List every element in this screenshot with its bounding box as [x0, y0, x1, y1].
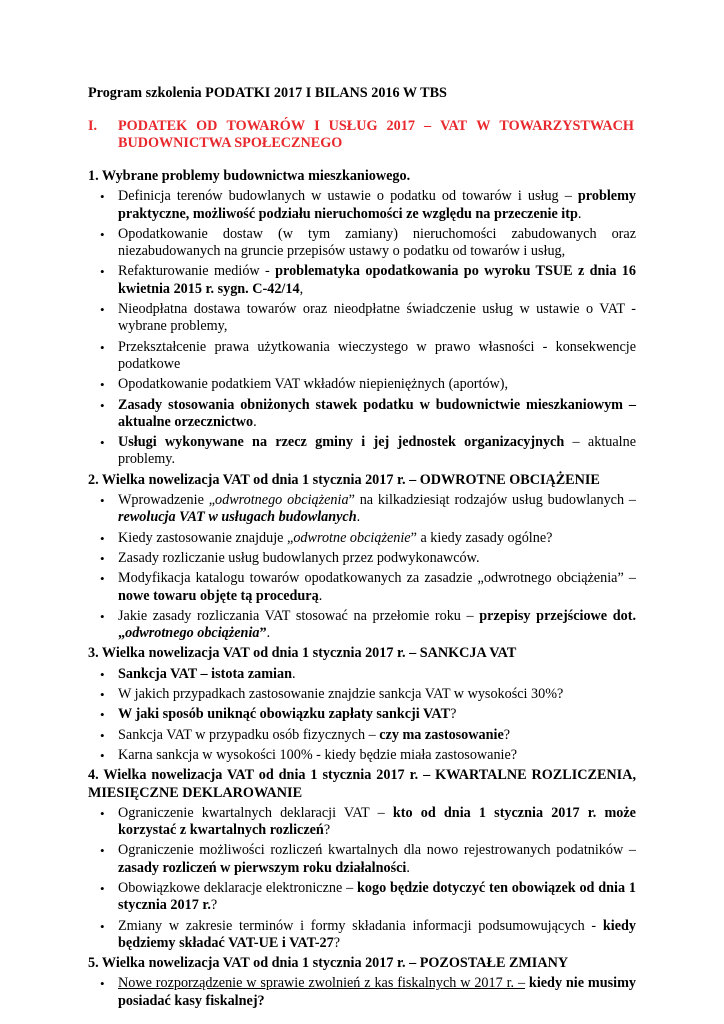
section-word: USŁUG: [328, 118, 378, 134]
bullet-icon: •: [100, 666, 105, 682]
bullet-icon: •: [100, 339, 105, 355]
list-item: • Przekształcenie prawa użytkowania wieczystego w prawo własności - konsekwencje podatkowe: [100, 338, 636, 372]
list-1: [88, 188, 636, 468]
bullet-icon: •: [100, 571, 105, 587]
bullet-icon: •: [100, 707, 105, 723]
section-word: –: [423, 118, 432, 134]
list-item: • Opodatkowanie podatkiem VAT wkładów niepieniężnych (aportów),: [100, 376, 509, 393]
list-item: • Ograniczenie kwartalnych deklaracji VAT – kto od dnia 1 stycznia 2017 r. może korzystać z kwartalnych rozliczeń?: [100, 804, 636, 839]
bullet-icon: •: [100, 880, 105, 896]
list-item: • Sankcja VAT w przypadku osób fizycznych – czy ma zastosowanie?: [100, 726, 511, 743]
list-item: • Zmiany w zakresie terminów i formy składania informacji podsumowujących - kiedy będziemy składać VAT-UE i VAT-27?: [100, 917, 636, 951]
bullet-icon: •: [100, 189, 105, 205]
bullet-icon: •: [100, 264, 105, 280]
list-item: • Refakturowanie mediów - problematyka opodatkowania po wyroku TSUE z dnia 16 kwietnia 2015 r. sygn. C-42/14,: [100, 263, 636, 297]
section-number: I.: [88, 118, 98, 134]
bullet-icon: •: [100, 530, 105, 546]
section-line-2: BUDOWNICTWA SPOŁECZNEGO: [118, 135, 343, 152]
section-word: TOWARZYSTWACH: [499, 118, 634, 134]
bullet-icon: •: [100, 493, 105, 509]
list-item: • Nowe rozporządzenie w sprawie zwolnień z kas fiskalnych w 2017 r. – kiedy nie musimy posiadać kasy fiskalnej?: [100, 975, 637, 1009]
list-item: • Modyfikacja katalogu towarów opodatkowanych za zasadzie „odwrotnego obciążenia” – nowe towaru objęte tą procedurą.: [100, 570, 636, 604]
section-word: PODATEK: [118, 118, 188, 134]
list-3: [88, 666, 636, 764]
bullet-icon: •: [100, 976, 105, 992]
list-item: • Kiedy zastosowanie znajduje „odwrotne obciążenie” a kiedy zasady ogólne?: [100, 529, 553, 546]
heading-4: 4. Wielka nowelizacja VAT od dnia 1 stycznia 2017 r. – KWARTALNE ROZLICZENIA, MIESIĘCZNE DEKLAROWANIE: [88, 767, 636, 801]
program-content: [88, 168, 636, 1013]
list-item: • Opodatkowanie dostaw (w tym zamiany) nieruchomości zabudowanych oraz niezabudowanych na gruncie przepisów ustawy o podatku od towarów i usług,: [100, 225, 636, 260]
list-item: • Obowiązkowe deklaracje elektroniczne – kogo będzie dotyczyć ten obowiązek od dnia 1 stycznia 2017 r.?: [100, 879, 636, 914]
list-5: [88, 975, 636, 1010]
bullet-icon: •: [100, 747, 105, 763]
section-word: OD: [196, 118, 218, 134]
heading-3: 3. Wielka nowelizacja VAT od dnia 1 stycznia 2017 r. – SANKCJA VAT: [88, 645, 517, 662]
bullet-icon: •: [100, 377, 105, 393]
list-item: • Wprowadzenie „odwrotnego obciążenia” na kilkadziesiąt rodzajów usług budowlanych – rewolucja VAT w usługach budowlanych.: [100, 492, 636, 526]
bullet-icon: •: [100, 435, 105, 451]
list-item: • Jakie zasady rozliczania VAT stosować na przełomie roku – przepisy przejściowe dot. „odwrotnego obciążenia”.: [100, 607, 636, 642]
list-item: • Karna sankcja w wysokości 100% - kiedy będzie miała zastosowanie?: [100, 746, 518, 763]
heading-1: 1. Wybrane problemy budownictwa mieszkaniowego.: [88, 168, 411, 184]
list-item: • W jaki sposób uniknąć obowiązku zapłaty sankcji VAT?: [100, 706, 457, 723]
section-word: W: [476, 118, 491, 134]
document-title: Program szkolenia PODATKI 2017 I BILANS 2016 W TBS: [88, 85, 447, 101]
bullet-icon: •: [100, 727, 105, 743]
list-item: • Usługi wykonywane na rzecz gminy i jej jednostek organizacyjnych – aktualne problemy.: [100, 434, 636, 468]
section-word: TOWARÓW: [226, 118, 306, 134]
bullet-icon: •: [100, 302, 105, 318]
heading-2: 2. Wielka nowelizacja VAT od dnia 1 stycznia 2017 r. – ODWROTNE OBCIĄŻENIE: [88, 471, 600, 488]
bullet-icon: •: [100, 550, 105, 566]
list-4: [88, 805, 636, 952]
list-item: • W jakich przypadkach zastosowanie znajdzie sankcja VAT w wysokości 30%?: [100, 686, 564, 703]
list-item: • Zasady stosowania obniżonych stawek podatku w budownictwie mieszkaniowym – aktualne orzecznictwo.: [100, 396, 636, 430]
list-2: [88, 492, 636, 642]
bullet-icon: •: [100, 687, 105, 703]
section-word: VAT: [440, 118, 468, 134]
bullet-icon: •: [100, 805, 105, 821]
heading-5: 5. Wielka nowelizacja VAT od dnia 1 stycznia 2017 r. – POZOSTAŁE ZMIANY: [88, 955, 569, 972]
list-item: • Nieodpłatna dostawa towarów oraz nieodpłatne świadczenie usług w ustawie o VAT - wybrane problemy,: [100, 301, 636, 335]
section-word: I: [314, 118, 320, 134]
list-item: • Zasady rozliczanie usług budowlanych przez podwykonawców.: [100, 549, 480, 566]
bullet-icon: •: [100, 226, 105, 242]
section-heading: [88, 118, 634, 153]
section-word: 2017: [386, 118, 415, 134]
list-item: • Definicja terenów budowlanych w ustawie o podatku od towarów i usług – problemy praktyczne, możliwość podziału nieruchomości ze względu na przeczenie itp.: [100, 188, 636, 222]
bullet-icon: •: [100, 397, 105, 413]
list-item: • Ograniczenie możliwości rozliczeń kwartalnych dla nowo rejestrowanych podatników – zasady rozliczeń w pierwszym roku działalności.: [100, 842, 636, 876]
bullet-icon: •: [100, 608, 105, 624]
bullet-icon: •: [100, 843, 105, 859]
list-item: • Sankcja VAT – istota zamian.: [100, 665, 296, 682]
bullet-icon: •: [100, 918, 105, 934]
